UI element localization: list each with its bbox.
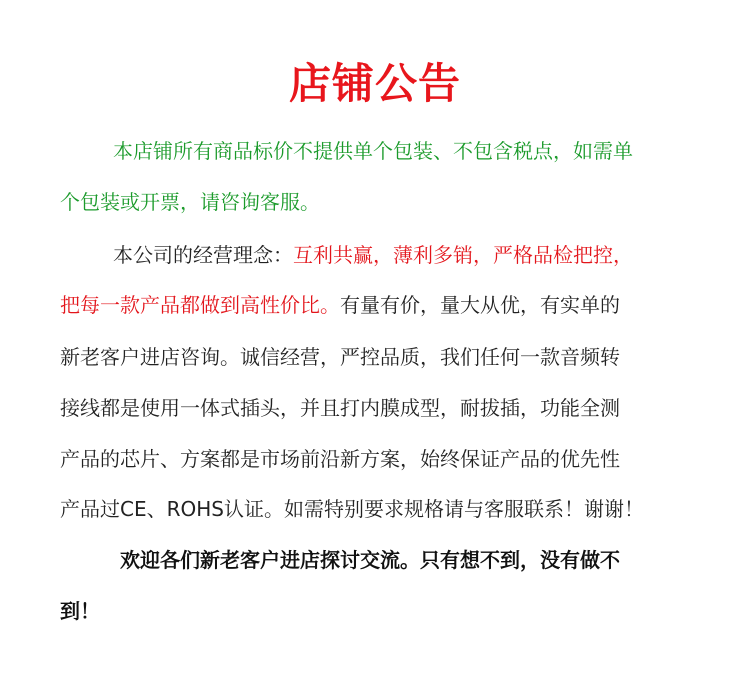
page-title: 店铺公告 [288, 59, 461, 108]
business-philosophy-text-b: 把每一款产品都做到高性价比。 [60, 293, 340, 317]
notice-p3-line1: 欢迎各们新老客户进店探讨交流。只有想不到，没有做不 [120, 548, 620, 572]
notice-p2-line5: 产品的芯片、方案都是市场前沿新方案，始终保证产品的优先性 [60, 447, 620, 471]
notice-p3-line2: 到！ [60, 599, 100, 623]
notice-p2-line6: 产品过CE、ROHS认证。如需特别要求规格请与客服联系！谢谢！ [60, 497, 644, 521]
notice-p1-line2: 个包装或开票，请咨询客服。 [60, 190, 320, 214]
notice-p2-line3: 新老客户进店咨询。诚信经营，严控品质，我们任何一款音频转 [60, 345, 620, 369]
notice-p2-line1 [113, 241, 633, 269]
business-philosophy-text-a: 互利共赢，薄利多销，严格品检把控， [293, 243, 633, 267]
notice-p1-line1: 本店铺所有商品标价不提供单个包装、不包含税点，如需单 [113, 139, 633, 163]
pricing-text: 有量有价，量大从优，有实单的 [340, 293, 620, 317]
notice-p2-line2 [60, 291, 620, 319]
business-philosophy-label: 本公司的经营理念： [113, 243, 293, 267]
notice-p2-line4: 接线都是使用一体式插头，并且打内膜成型，耐拔插，功能全测 [60, 396, 620, 420]
